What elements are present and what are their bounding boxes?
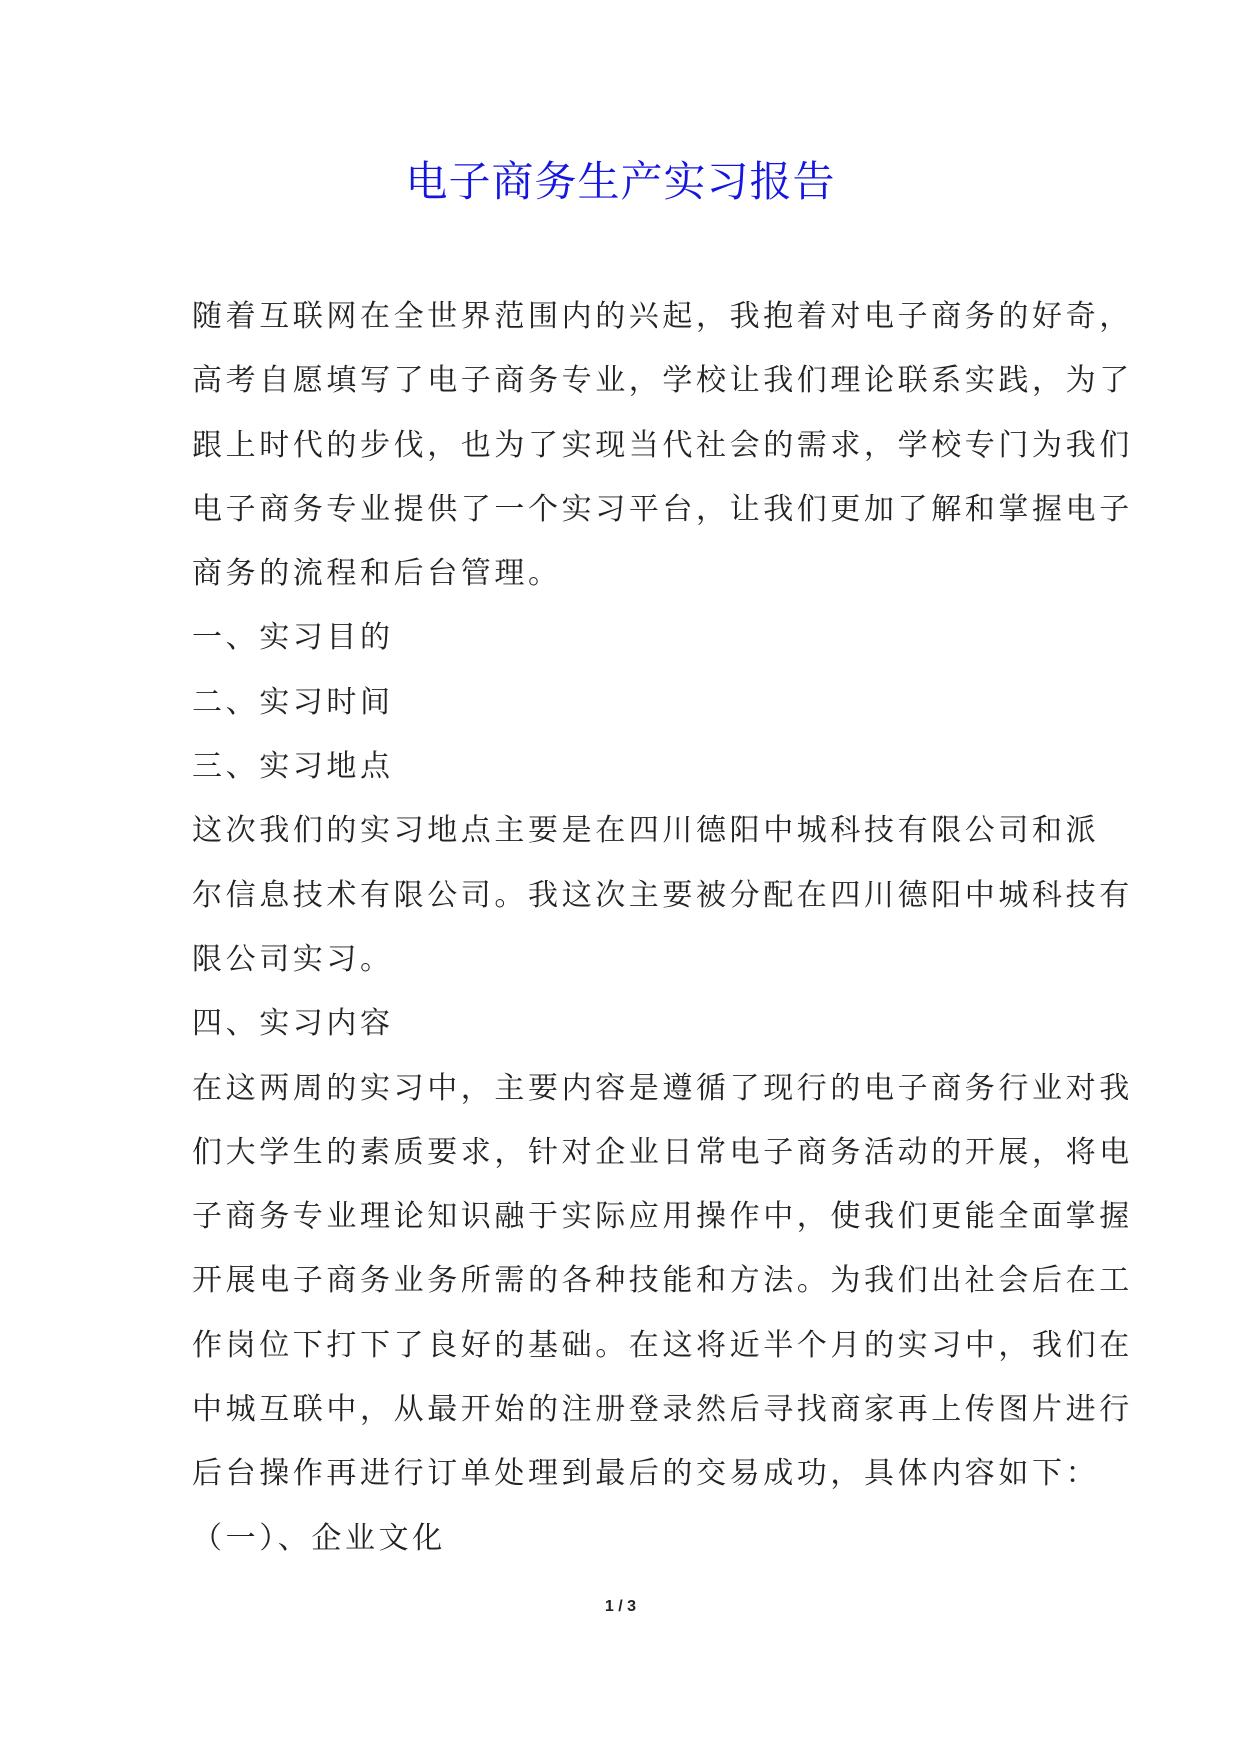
- paragraph-intro: [192, 285, 1133, 606]
- text-line: 二、实习时间: [192, 684, 394, 720]
- section-heading-content: [192, 992, 1062, 1056]
- text-line: （一）、企业文化: [192, 1520, 446, 1556]
- text-line: 四、实习内容: [192, 1006, 394, 1042]
- section-heading-purpose: [192, 606, 1062, 670]
- paragraph-location: [192, 799, 1133, 992]
- page-number: 1 / 3: [604, 1598, 637, 1615]
- paragraph-content: [192, 1057, 1133, 1507]
- text-line: 这次我们的实习地点主要是在四川德阳中城科技有限公司和派: [192, 813, 1100, 849]
- text-line: 随着互联网在全世界范围内的兴起，我抱着对电子商务的好奇，: [192, 299, 1133, 334]
- text-line: 作岗位下打下了良好的基础。在这将近半个月的实习中，我们在: [192, 1327, 1133, 1363]
- text-line: 一、实习目的: [192, 620, 394, 656]
- text-line: 高考自愿填写了电子商务专业，学校让我们理论联系实践，为了: [192, 363, 1133, 399]
- text-line: 限公司实习。: [192, 941, 394, 977]
- text-line: 三、实习地点: [192, 749, 394, 785]
- text-line: 尔信息技术有限公司。我这次主要被分配在四川德阳中城科技有: [192, 877, 1133, 913]
- section-heading-location: [192, 735, 1062, 799]
- text-line: 子商务专业理论知识融于实际应用操作中，使我们更能全面掌握: [192, 1199, 1133, 1235]
- text-line: 跟上时代的步伐，也为了实现当代社会的需求，学校专门为我们: [192, 427, 1133, 463]
- text-line: 们大学生的素质要求，针对企业日常电子商务活动的开展，将电: [192, 1134, 1133, 1170]
- text-line: 开展电子商务业务所需的各种技能和方法。为我们出社会后在工: [192, 1263, 1133, 1299]
- text-line: 后台操作再进行订单处理到最后的交易成功，具体内容如下：: [192, 1456, 1100, 1492]
- page-title: 电子商务生产实习报告: [405, 157, 836, 206]
- subsection-heading-culture: [192, 1507, 1062, 1571]
- section-heading-time: [192, 671, 1062, 735]
- text-line: 商务的流程和后台管理。: [192, 556, 562, 592]
- document-body: [192, 285, 1133, 1571]
- text-line: 中城互联中，从最开始的注册登录然后寻找商家再上传图片进行: [192, 1392, 1133, 1428]
- text-line: 电子商务专业提供了一个实习平台，让我们更加了解和掌握电子: [192, 491, 1133, 527]
- text-line: 在这两周的实习中，主要内容是遵循了现行的电子商务行业对我: [192, 1070, 1133, 1106]
